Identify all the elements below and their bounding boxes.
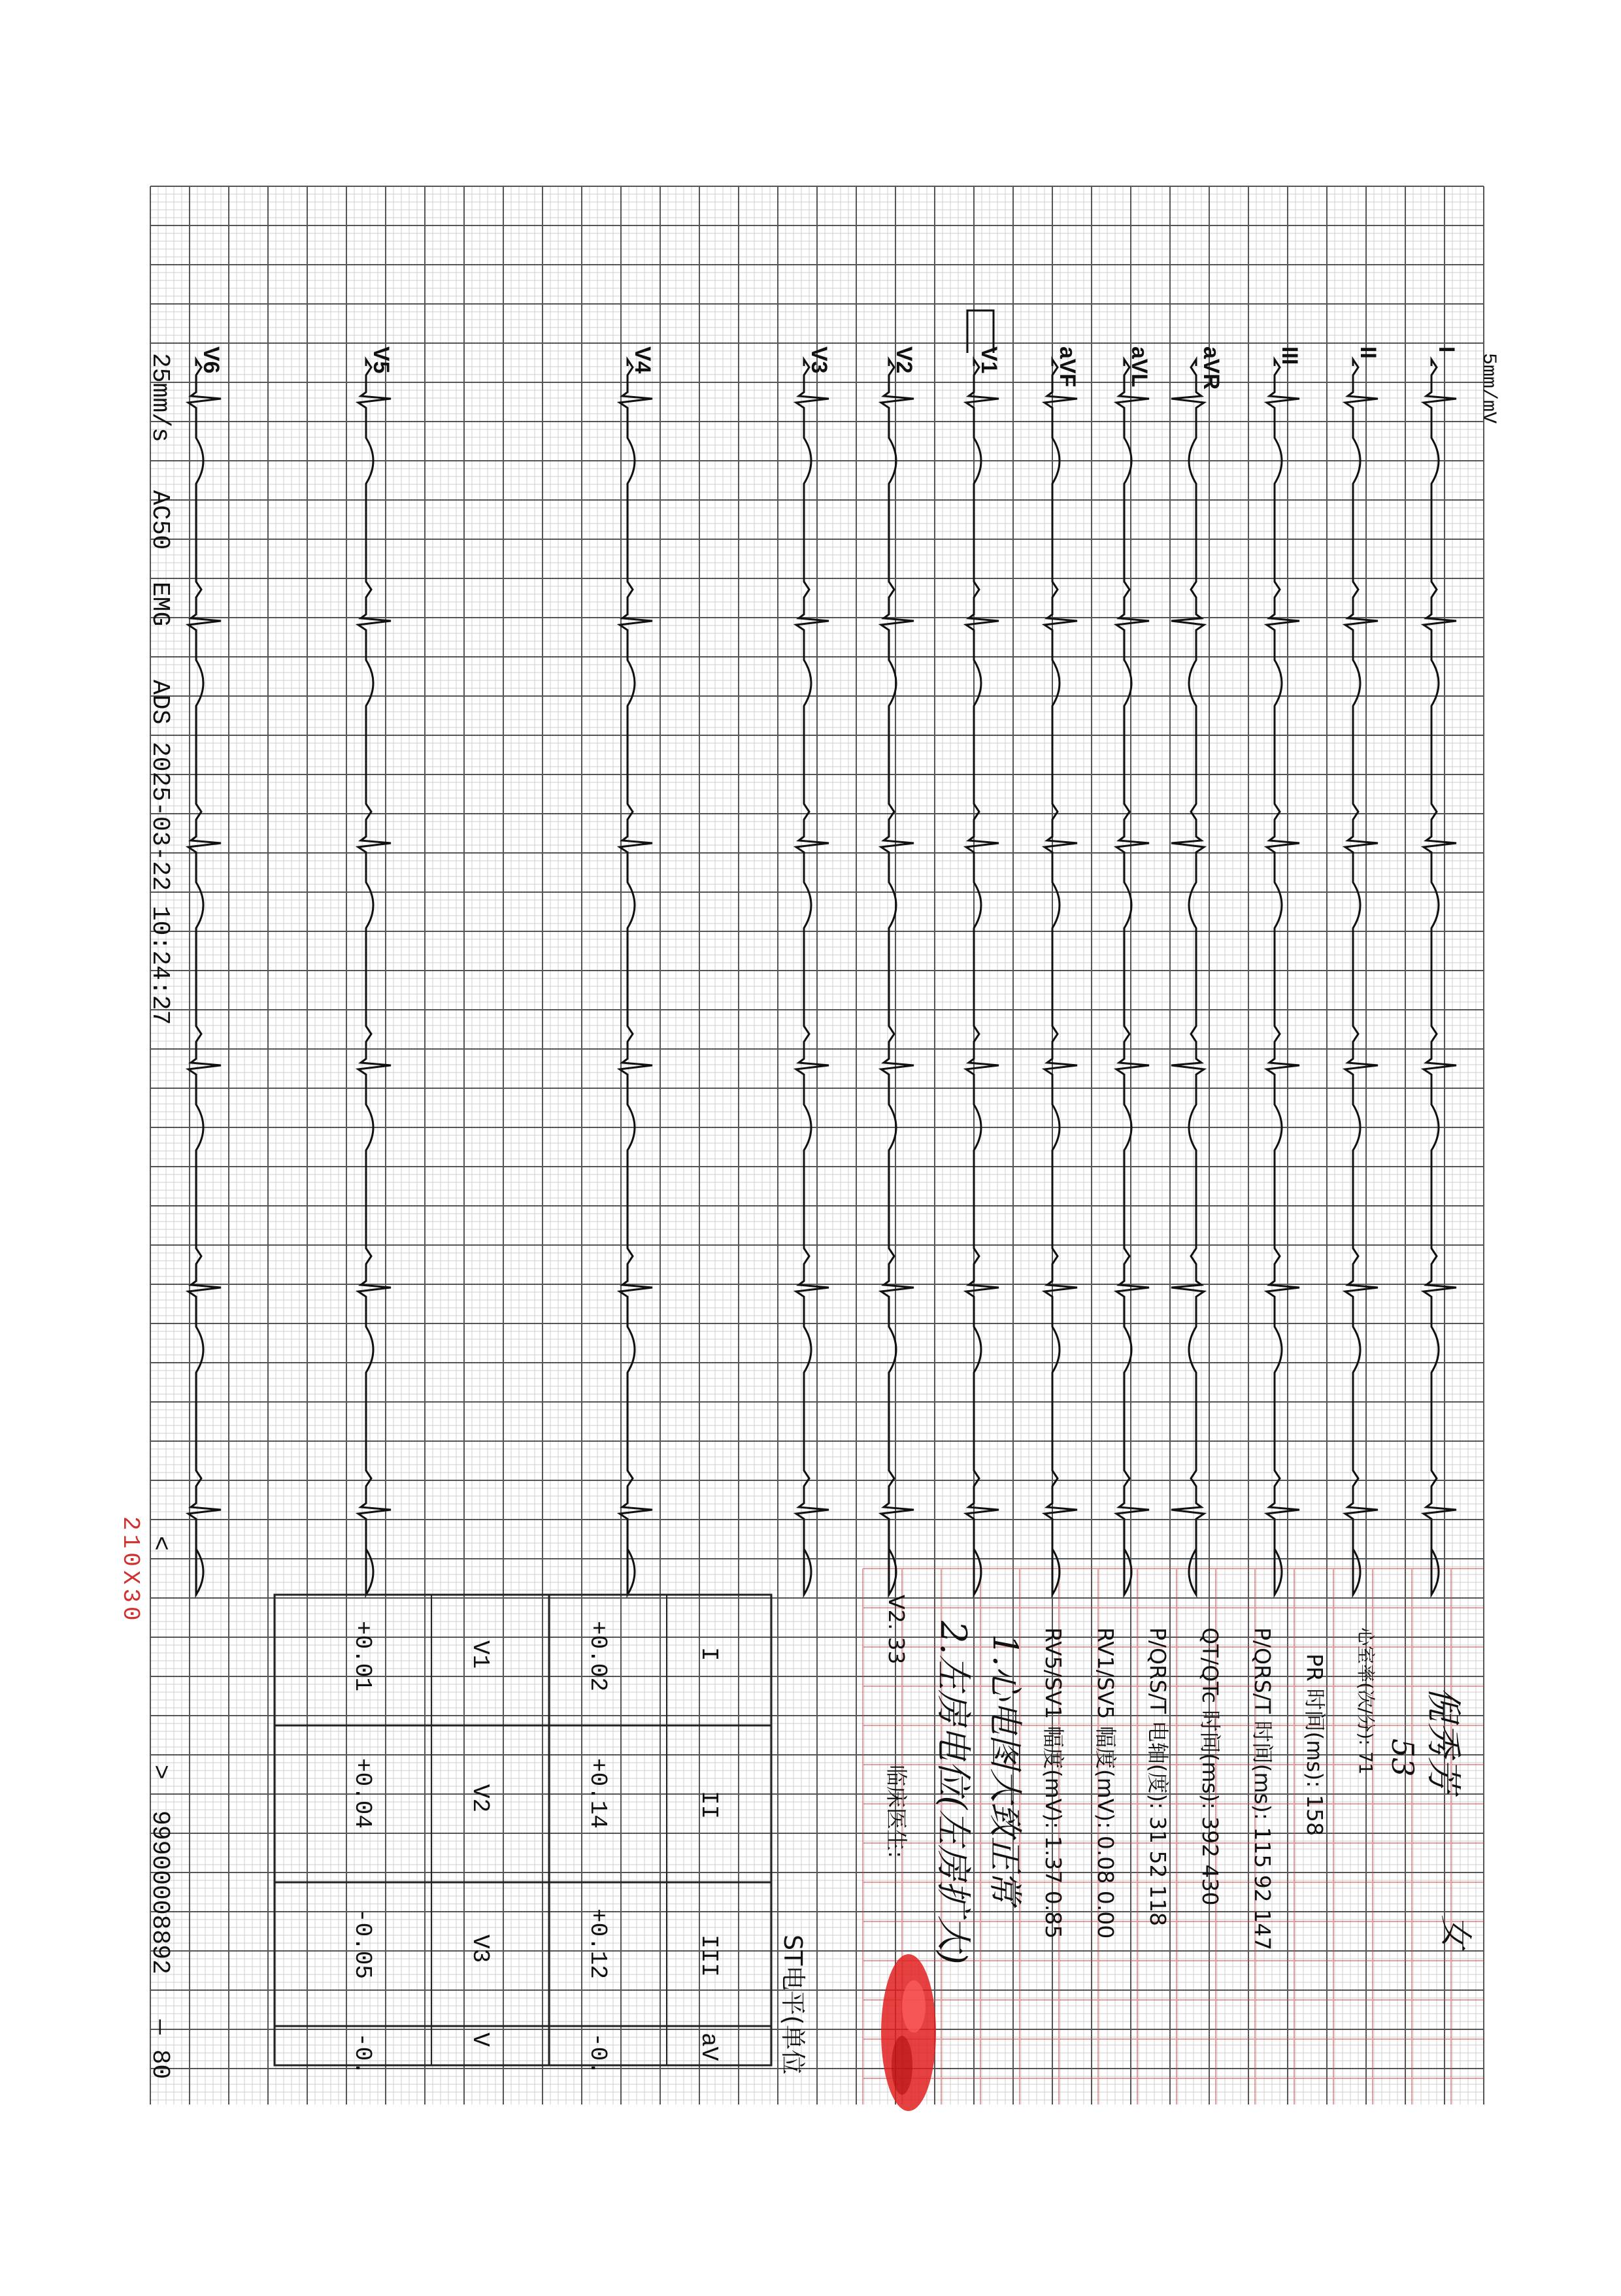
footer-right-mark: >	[146, 1765, 174, 1780]
handwritten-name: 倪秀芳	[1423, 1686, 1464, 1792]
page-number: — 80	[146, 2020, 174, 2080]
diagnosis-line-2: 2.左房电位(左房扩大)	[933, 1621, 974, 1965]
filter-ac: AC50	[146, 490, 174, 550]
lead-label-v2: V2	[892, 346, 916, 374]
lead-label-v3: V3	[807, 346, 831, 374]
lead-label-v4: V4	[630, 346, 655, 374]
lead-label-iii: III	[1277, 346, 1302, 365]
lead-label-v1: V1	[977, 346, 1001, 374]
filter-ads: ADS	[146, 680, 174, 725]
qt-qtc-text: QT/QTc 时间(ms): 392 430	[1197, 1627, 1223, 1906]
lead-label-v6: V6	[199, 346, 224, 374]
axis-text: P/QRS/T 电轴(度): 31 52 118	[1145, 1627, 1171, 1926]
pr-interval-text: PR 时间(ms): 158	[1302, 1654, 1328, 1837]
gain-label: 5mm/mV	[1477, 353, 1499, 424]
st-value-V3: -0.05	[349, 1908, 376, 1980]
doctor-label: 临床医生:	[884, 1765, 909, 1859]
footer-left-mark: <	[146, 1536, 174, 1551]
st-value-V: -0.	[349, 2033, 376, 2075]
paper-code: 210X30	[117, 1516, 144, 1625]
lead-label-i: I	[1434, 346, 1459, 353]
record-datetime: 2025-03-22 10:24:27	[146, 742, 174, 1025]
doctor-stamp	[881, 1954, 936, 2111]
heart-rate-text: 心室率(次/分): 71	[1355, 1627, 1377, 1775]
handwritten-sex: 女	[1437, 1915, 1475, 1948]
st-value-III: +0.12	[584, 1908, 611, 1980]
st-header-II: II	[695, 1791, 722, 1820]
st-table-title: ST电平(单位	[778, 1935, 807, 2075]
lead-label-avl: aVL	[1127, 346, 1152, 388]
speed-label: 25mm/s	[146, 353, 174, 442]
filter-emg: EMG	[146, 582, 174, 627]
p-qrs-t-duration-text: P/QRS/T 时间(ms): 115 92 147	[1250, 1627, 1275, 1951]
diagnosis-line-1: 1.心电图大致正常	[985, 1634, 1024, 1905]
software-version: V2. 33	[884, 1595, 909, 1665]
lead-label-avf: aVF	[1055, 346, 1080, 388]
st-header-III: III	[695, 1935, 722, 1977]
st-value-I: +0.02	[584, 1621, 611, 1692]
st-value-II: +0.14	[584, 1758, 611, 1829]
st-header-V2: V2	[467, 1784, 493, 1813]
rv1-sv5-text: RV1/SV5 幅度(mV): 0.08 0.00	[1093, 1627, 1118, 1939]
st-header-I: I	[695, 1647, 722, 1661]
record-id: 99900008892	[146, 1810, 174, 1974]
st-value-V1: +0.01	[349, 1621, 376, 1692]
st-value-aV: -0.	[584, 2033, 611, 2075]
st-header-V3: V3	[467, 1935, 493, 1963]
lead-label-v5: V5	[369, 346, 393, 374]
st-header-aV: aV	[695, 2033, 722, 2061]
st-header-V1: V1	[467, 1640, 493, 1669]
st-header-V: V	[467, 2033, 493, 2047]
rv5-sv1-text: RV5/SV1 幅度(mV): 1.37 0.85	[1041, 1627, 1066, 1939]
lead-label-avr: aVR	[1199, 346, 1224, 390]
st-value-V2: +0.04	[349, 1758, 376, 1829]
lead-label-ii: II	[1356, 346, 1380, 359]
handwritten-age: 53	[1385, 1739, 1420, 1777]
